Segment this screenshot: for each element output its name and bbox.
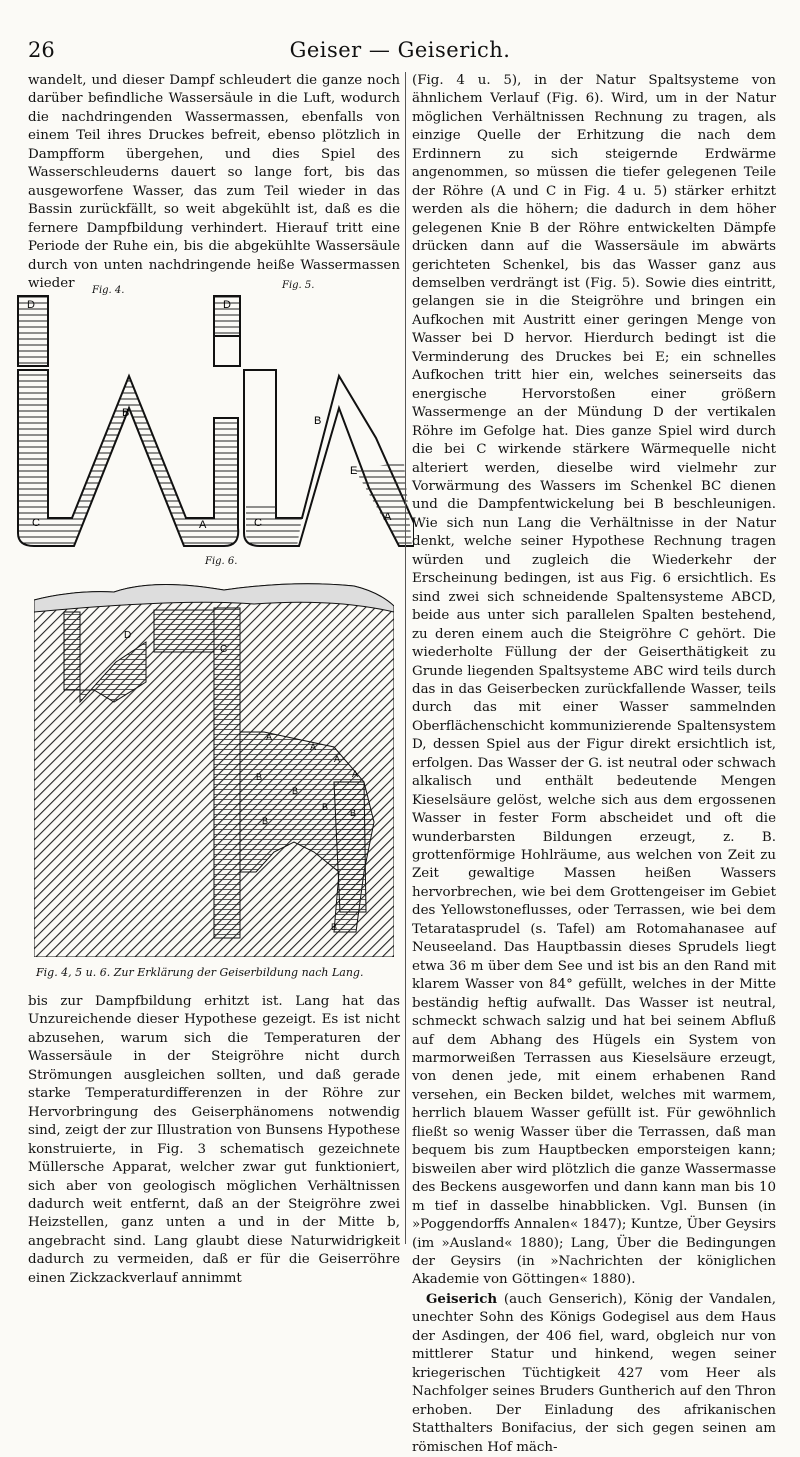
figure-5-title: Fig. 5. [282, 280, 315, 291]
page-number: 26 [28, 38, 55, 62]
fig6-label-b2: B [292, 786, 299, 796]
fig5-label-a: A [384, 511, 392, 523]
running-title: Geiser — Geiserich. [289, 38, 511, 62]
figure-6-diagram [34, 572, 394, 957]
fig4-label-c: C [32, 517, 40, 529]
paragraph: bis zur Dampfbildung erhitzt ist. Lang hat das Unzureichende dieser Hypothese gezeigt. Es ist nicht abzusehen, warum sich die Temperaturen der Wassersäule in der Steigröhre nicht durch Strömungen ausgleichen sollten, und daß gerade starke Temperaturdifferenzen in der Röhre zur Hervorbringung des Geiserphänomens notwendig sind, zeigt der zur Illustration von Bunsens Hypothese konstruierte, in Fig. 3 schematisch gezeichnete Müllersche Apparat, welcher zwar gut funktioniert, sich aber von geologisch möglichen Verhältnissen dadurch weit entfernt, daß an der Steigröhre zwei Heizstellen, ganz unten a und in der Mitte b, angebracht sind. Lang glaubt diese Naturwidrigkeit dadurch zu vermeiden, daß er für die Geiserröhre einen Zickzackverlauf annimmt [28, 994, 400, 1286]
fig6-label-b1: B [256, 772, 263, 782]
figure-4-5-diagram [14, 288, 414, 563]
figure-4-title: Fig. 4. [92, 285, 125, 296]
fig5-label-e: E [350, 465, 358, 477]
fig6-label-b4: B [322, 802, 329, 812]
column-rule [405, 72, 406, 1244]
fig4-label-a: A [199, 519, 207, 531]
fig6-label-a3: A [334, 754, 341, 764]
fig4-label-b: B [122, 407, 130, 419]
fig5-label-b: B [314, 415, 322, 427]
fig4-label-d: D [27, 299, 35, 311]
figure-6-title: Fig. 6. [205, 556, 238, 567]
fig6-label-d: D [124, 630, 132, 641]
fig6-label-a2: A [310, 742, 317, 752]
figure-4 [18, 296, 238, 546]
entry-text: (auch Genserich), König der Vandalen, unechter Sohn des Königs Godegisel aus dem Haus der Asdingen, der 406 fiel, ward, obgleich nur von mittlerer Statur und hinkend, wegen seiner kriegerischen Tüchtigkeit 427 vom Heer als Nachfolger seines Bruders Guntherich auf den Thron erhoben. Der Einladung des afrikanischen Statthalters Bonifacius, der sich gegen seinen am römischen Hof mäch- [412, 1291, 776, 1455]
fig6-label-a1: A [266, 732, 273, 742]
entry-geiserich [412, 1290, 776, 1457]
fig6-label-b3: B [262, 816, 269, 826]
fig5-label-c: C [254, 517, 262, 529]
fig6-label-c: C [220, 644, 228, 655]
entry-lemma: Geiserich [426, 1290, 498, 1307]
page-header [22, 38, 778, 64]
fig5-label-d: D [223, 299, 231, 311]
figure-5 [214, 296, 414, 546]
figure-caption: Fig. 4, 5 u. 6. Zur Erklärung der Geiserbildung nach Lang. [36, 966, 364, 979]
fig6-label-a4: A [352, 769, 359, 779]
fig6-label-b6: B [331, 922, 338, 932]
left-column-bottom [28, 993, 400, 1288]
right-column [412, 72, 776, 1457]
fig6-label-b5: B [350, 808, 357, 818]
paragraph: wandelt, und dieser Dampf schleudert die ganze noch darüber befindliche Wassersäule in die Luft, wodurch die nachdringenden Wassermassen, ebenfalls von einem Teil ihres Druckes befreit, ebenso plötzlich in Dampfform übergehen, und dies Spiel des Wasserschleuderns dauert so lange fort, bis das ausgeworfene Wasser, das zum Teil wieder in das Bassin zurückfällt, so weit abgekühlt ist, daß es die fernere Dampfbildung verhindert. Hierauf tritt eine Periode der Ruhe ein, bis die abgekühlte Wassersäule durch von unten nachdringende heiße Wassermassen wieder [28, 73, 400, 291]
paragraph: (Fig. 4 u. 5), in der Natur Spaltsysteme von ähnlichem Verlauf (Fig. 6). Wird, um in der Natur möglichen Verhältnissen Rechnung zu tragen, als einzige Quelle der Erhitzung die nach dem Erdinnern zu sich steigernde Erdwärme angenommen, so müssen die tiefer gelegenen Teile der Röhre (A und C in Fig. 4 u. 5) stärker erhitzt werden als die höhern; die dadurch in dem höher gelegenen Knie B der Röhre entwickelten Dämpfe drücken dann auf die Wassersäule im abwärts gerichteten Schenkel, bis das Wasser ganz aus demselben verdrängt ist (Fig. 5). Sowie dies eintritt, gelangen sie in die Steigröhre und bringen ein Aufkochen mit Austritt einer geringen Menge von Wasser bei D hervor. Hierdurch bedingt ist die Verminderung des Druckes bei E; ein schnelles Aufkochen tritt hier ein, welches seinerseits das energische Hervorstoßen einer größern Wassermenge an der Mündung D der vertikalen Röhre im Gefolge hat. Dies ganze Spiel wird durch die bei C wirkende stärkere Wärmequelle nicht alteriert werden, dieselbe wird vielmehr zur Vorwärmung des Wassers im Schenkel BC dienen und die Dampfentwickelung bei B beschleunigen. Wie sich nun Lang die Verhältnisse in der Natur denkt, welche seiner Hypothese Rechnung tragen würden und zugleich die Wiederkehr der Erscheinung bedingen, ist aus Fig. 6 ersichtlich. Es sind zwei sich schneidende Spaltensysteme ABCD, beide aus unter sich parallelen Spalten bestehend, zu deren einem auch die Steigröhre C gehört. Die wiederholte Füllung der der Geiserthätigkeit zu Grunde liegenden Spaltsysteme ABC wird teils durch das in das Geiserbecken zurückfallende Wasser, teils durch das mit einer Wasser sammelnden Oberflächenschicht kommunizierende Spaltensystem D, dessen Spiel aus der Figur direkt ersichtlich ist, erfolgen. Das Wasser der G. ist neutral oder schwach alkalisch und enthält bedeutende Mengen Kieselsäure gelöst, welche sich aus dem ergossenen Wasser in fester Form abscheidet und oft die wunderbarsten Bildungen erzeugt, z. B. grottenförmige Hohlräume, aus welchen von Zeit zu Zeit gewaltige Massen heißen Wassers hervorbrechen, wie bei dem Grottengeiser im Gebiet des Yellowstoneflusses, oder Terrassen, wie bei dem Tetaratasprudel (s. Tafel) am Rotomahanasee auf Neuseeland. Das Hauptbassin dieses Sprudels liegt etwa 36 m über dem See und ist bis an den Rand mit klarem Wasser von 84° gefüllt, welches in der Mitte beständig heftig aufwallt. Das Wasser ist neutral, schmeckt schwach salzig und hat bei seinem Abfluß auf dem Abhang des Hügels ein System von marmorweißen Terrassen aus Kieselsäure erzeugt, von denen jede, mit einem erhabenen Rand versehen, ein Becken bildet, welches mit warmem, herrlich blauem Wasser gefüllt ist. Für gewöhnlich fließt so wenig Wasser über die Terrassen, daß man bequem bis zum Hauptbecken emporsteigen kann; bisweilen aber wird plötzlich die ganze Wassermasse des Beckens ausgeworfen und dann kann man bis 10 m tief in dasselbe hinabblicken. Vgl. Bunsen (in »Poggendorffs Annalen« 1847); Kuntze, Über Geysirs (im »Ausland« 1880); Lang, Über die Bedingungen der Geysirs (in »Nachrichten der königlichen Akademie von Göttingen« 1880). [412, 73, 776, 1288]
left-column-top [28, 72, 400, 293]
